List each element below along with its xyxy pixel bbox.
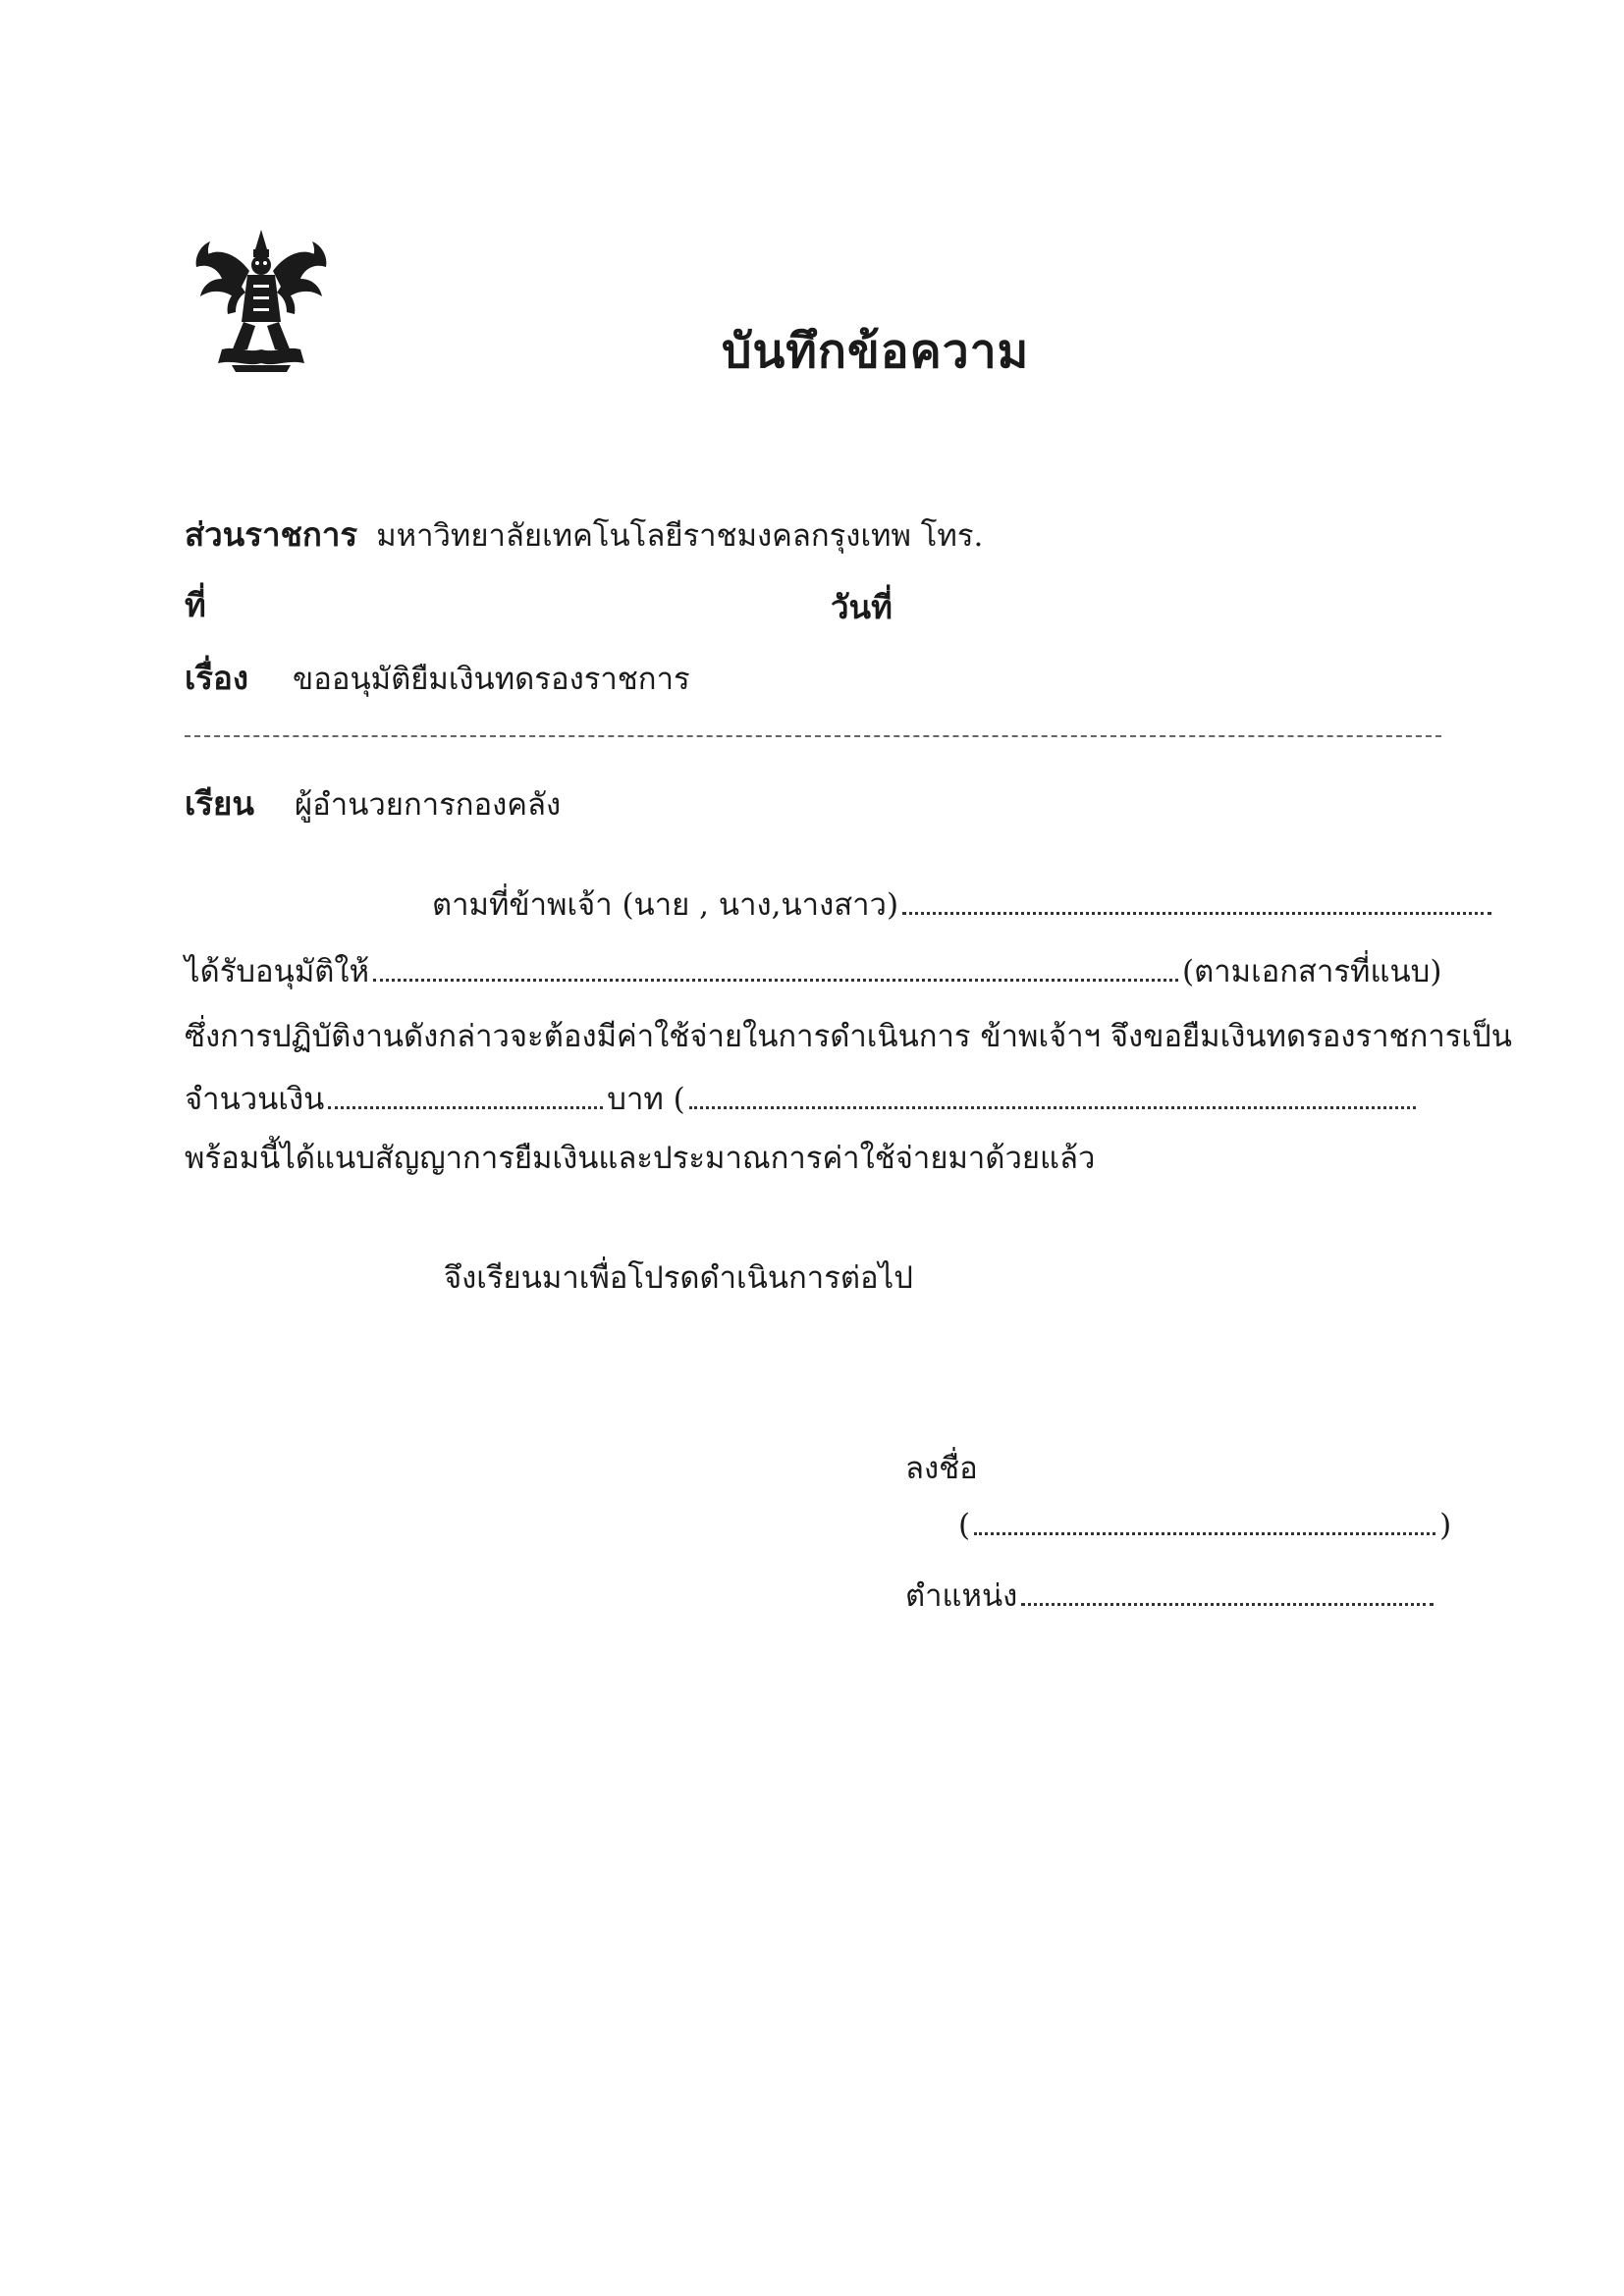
sign-label: ลงชื่อ <box>905 1451 978 1486</box>
open-paren: ( <box>958 1508 971 1543</box>
department-label: ส่วนราชการ <box>185 515 358 554</box>
body-line-1-text: ตามที่ข้าพเจ้า (นาย , นาง,นางสาว) <box>432 887 899 923</box>
body-line-4-mid: บาท ( <box>607 1082 685 1117</box>
name-fill-line <box>902 912 1491 915</box>
department-value: มหาวิทยาลัยเทคโนโลยีราชมงคลกรุงเทพ โทร. <box>376 518 984 554</box>
subject-row <box>185 652 690 704</box>
memo-title: บันทึกข้อความ <box>722 324 1030 379</box>
position-fill-line <box>1021 1603 1434 1606</box>
header-divider <box>185 735 1441 737</box>
signature-name-fill-line <box>974 1532 1435 1535</box>
to-row <box>185 777 561 829</box>
garuda-emblem-icon <box>192 228 330 373</box>
department-row <box>185 508 983 561</box>
ref-label: ที่ <box>185 586 206 624</box>
to-label: เรียน <box>185 784 254 823</box>
body-line-5: พร้อมนี้ได้แนบสัญญาการยืมเงินและประมาณการค่าใช้จ่ายมาด้วยแล้ว <box>185 1141 1096 1176</box>
body-line-3: ซึ่งการปฏิบัติงานดังกล่าวจะต้องมีค่าใช้จ่ายในการดำเนินการ ข้าพเจ้าฯ จึงขอยืมเงินทดรองราชการเป็น <box>185 1019 1512 1054</box>
body-line-2-end: (ตามเอกสารที่แนบ) <box>1182 954 1442 989</box>
amount-fill-line <box>328 1106 603 1109</box>
date-label: วันที่ <box>831 588 893 626</box>
body-line-4-start: จำนวนเงิน <box>185 1082 325 1117</box>
to-value: ผู้อำนวยการกองคลัง <box>295 787 562 823</box>
approval-fill-line <box>373 979 1178 982</box>
body-line-2 <box>185 946 1441 995</box>
body-line-2-start: ได้รับอนุมัติให้ <box>185 954 369 989</box>
signature-name-row <box>958 1508 1451 1543</box>
body-line-4 <box>185 1074 1420 1123</box>
closing-line: จึงเรียนมาเพื่อโปรดดำเนินการต่อไป <box>444 1260 913 1296</box>
close-paren: ) <box>1439 1508 1452 1543</box>
position-row <box>905 1571 1437 1620</box>
body-line-1 <box>432 880 1495 929</box>
amount-text-fill-line <box>689 1106 1416 1109</box>
subject-value: ขออนุมัติยืมเงินทดรองราชการ <box>293 662 690 697</box>
subject-label: เรื่อง <box>185 659 248 697</box>
position-label: ตำแหน่ง <box>905 1578 1018 1614</box>
